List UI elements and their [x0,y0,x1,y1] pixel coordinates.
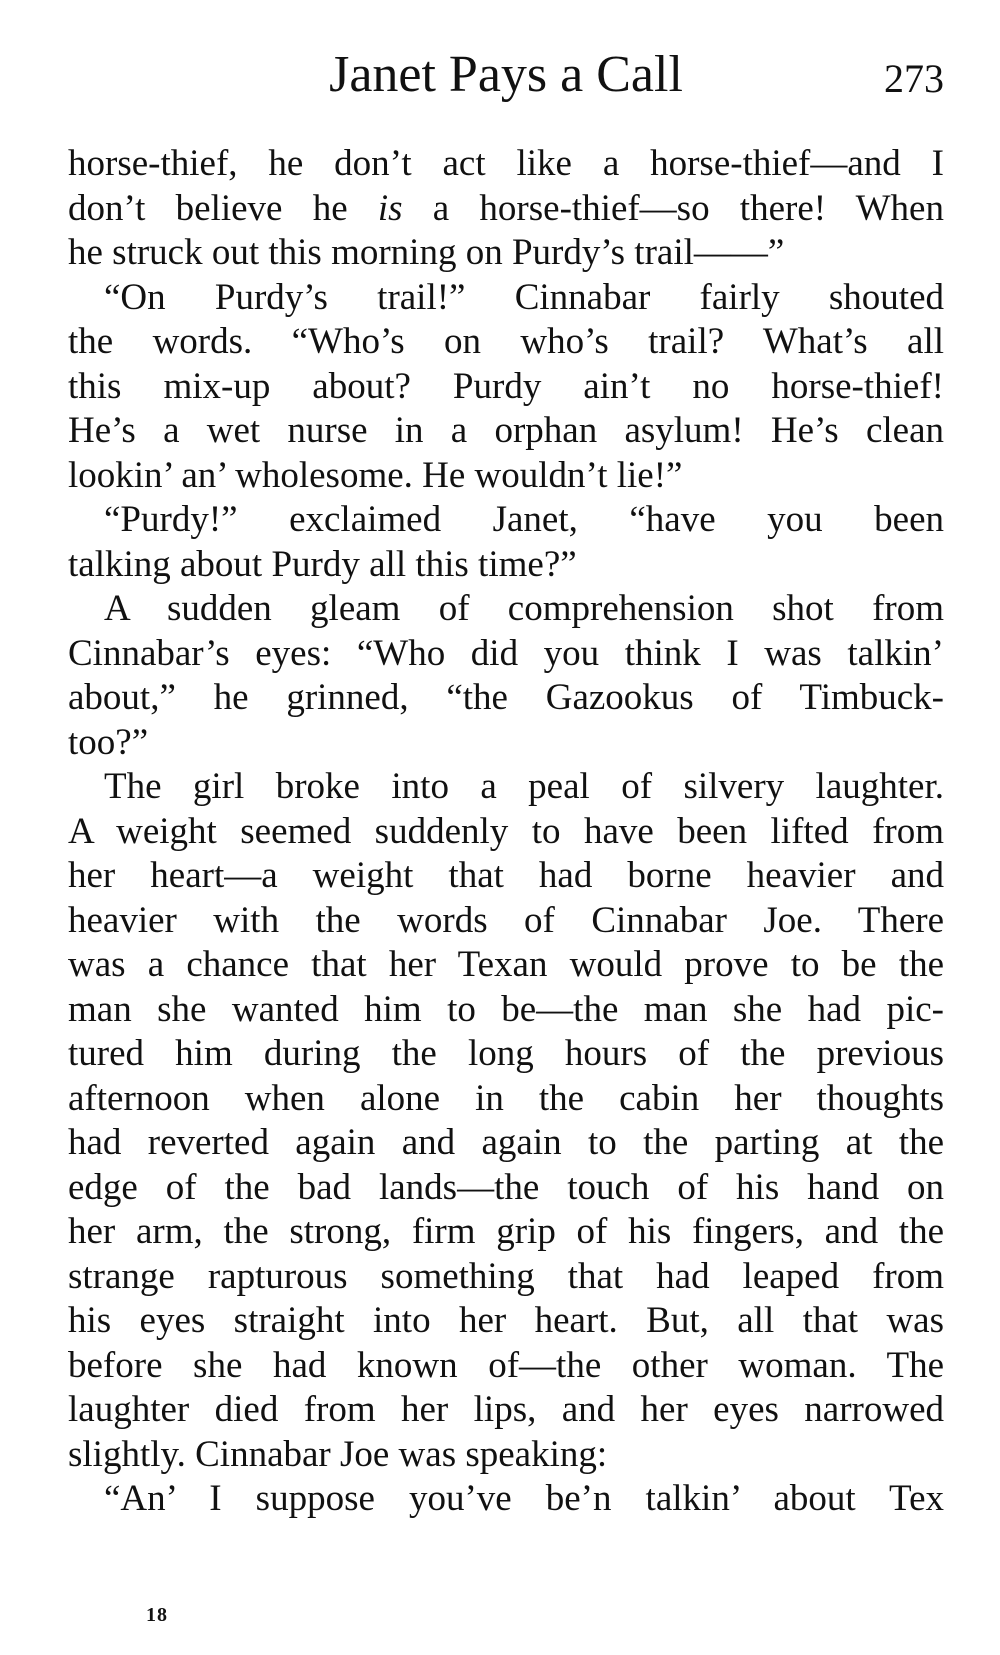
text-line: his eyes straight into her heart. But, all that was [68,1300,944,1341]
text-line: A weight seemed suddenly to have been lifted from [68,810,944,852]
text-line: tured him during the long hours of the previous [68,1033,944,1074]
text-line: had reverted again and again to the parting at the [68,1122,944,1163]
text-line: too?” [68,721,149,763]
text-line: “Purdy!” exclaimed Janet, “have you been [104,499,944,540]
text-line: horse-thief, he don’t act like a horse-thief—and I [68,143,944,184]
signature-mark: 18 [146,1604,168,1626]
text-line: The girl broke into a peal of silvery laughter. [104,766,944,807]
text-line: this mix-up about? Purdy ain’t no horse-thief! [68,365,944,407]
text-line: talking about Purdy all this time?” [68,543,577,585]
text-line: afternoon when alone in the cabin her thoughts [68,1077,944,1119]
text-line: edge of the bad lands—the touch of his hand on [68,1166,944,1208]
text-line: A sudden gleam of comprehension shot from [104,588,944,629]
text-line: her heart—a weight that had borne heavier and [68,855,944,896]
text-line: He’s a wet nurse in a orphan asylum! He’s clean [68,410,944,451]
body-text [68,142,944,1522]
page-header [68,40,944,110]
text-line: don’t believe he is a horse-thief—so there! When [68,187,944,229]
text-line: “An’ I suppose you’ve be’n talkin’ about Tex [104,1478,944,1519]
text-line: before she had known of—the other woman. The [68,1344,944,1386]
text-line: slightly. Cinnabar Joe was speaking: [68,1433,608,1475]
running-title: Janet Pays a Call [329,46,683,103]
text-line: her arm, the strong, firm grip of his fingers, and the [68,1211,944,1252]
text-line: was a chance that her Texan would prove to be the [68,944,944,985]
text-line: about,” he grinned, “the Gazookus of Timbuck- [68,677,944,718]
text-line: lookin’ an’ wholesome. He wouldn’t lie!” [68,454,683,496]
text-line: “On Purdy’s trail!” Cinnabar fairly shouted [104,276,944,318]
text-line: strange rapturous something that had leaped from [68,1255,944,1297]
text-line: heavier with the words of Cinnabar Joe. There [68,899,944,941]
emphasis: is [377,187,403,229]
text-line: man she wanted him to be—the man she had pic- [68,988,944,1030]
text-line: Cinnabar’s eyes: “Who did you think I was talkin’ [68,632,944,674]
page-number: 273 [884,56,944,101]
text-line: the words. “Who’s on who’s trail? What’s all [68,321,944,362]
text-line: laughter died from her lips, and her eyes narrowed [68,1389,944,1430]
text-line: he struck out this morning on Purdy’s trail——” [68,232,785,273]
